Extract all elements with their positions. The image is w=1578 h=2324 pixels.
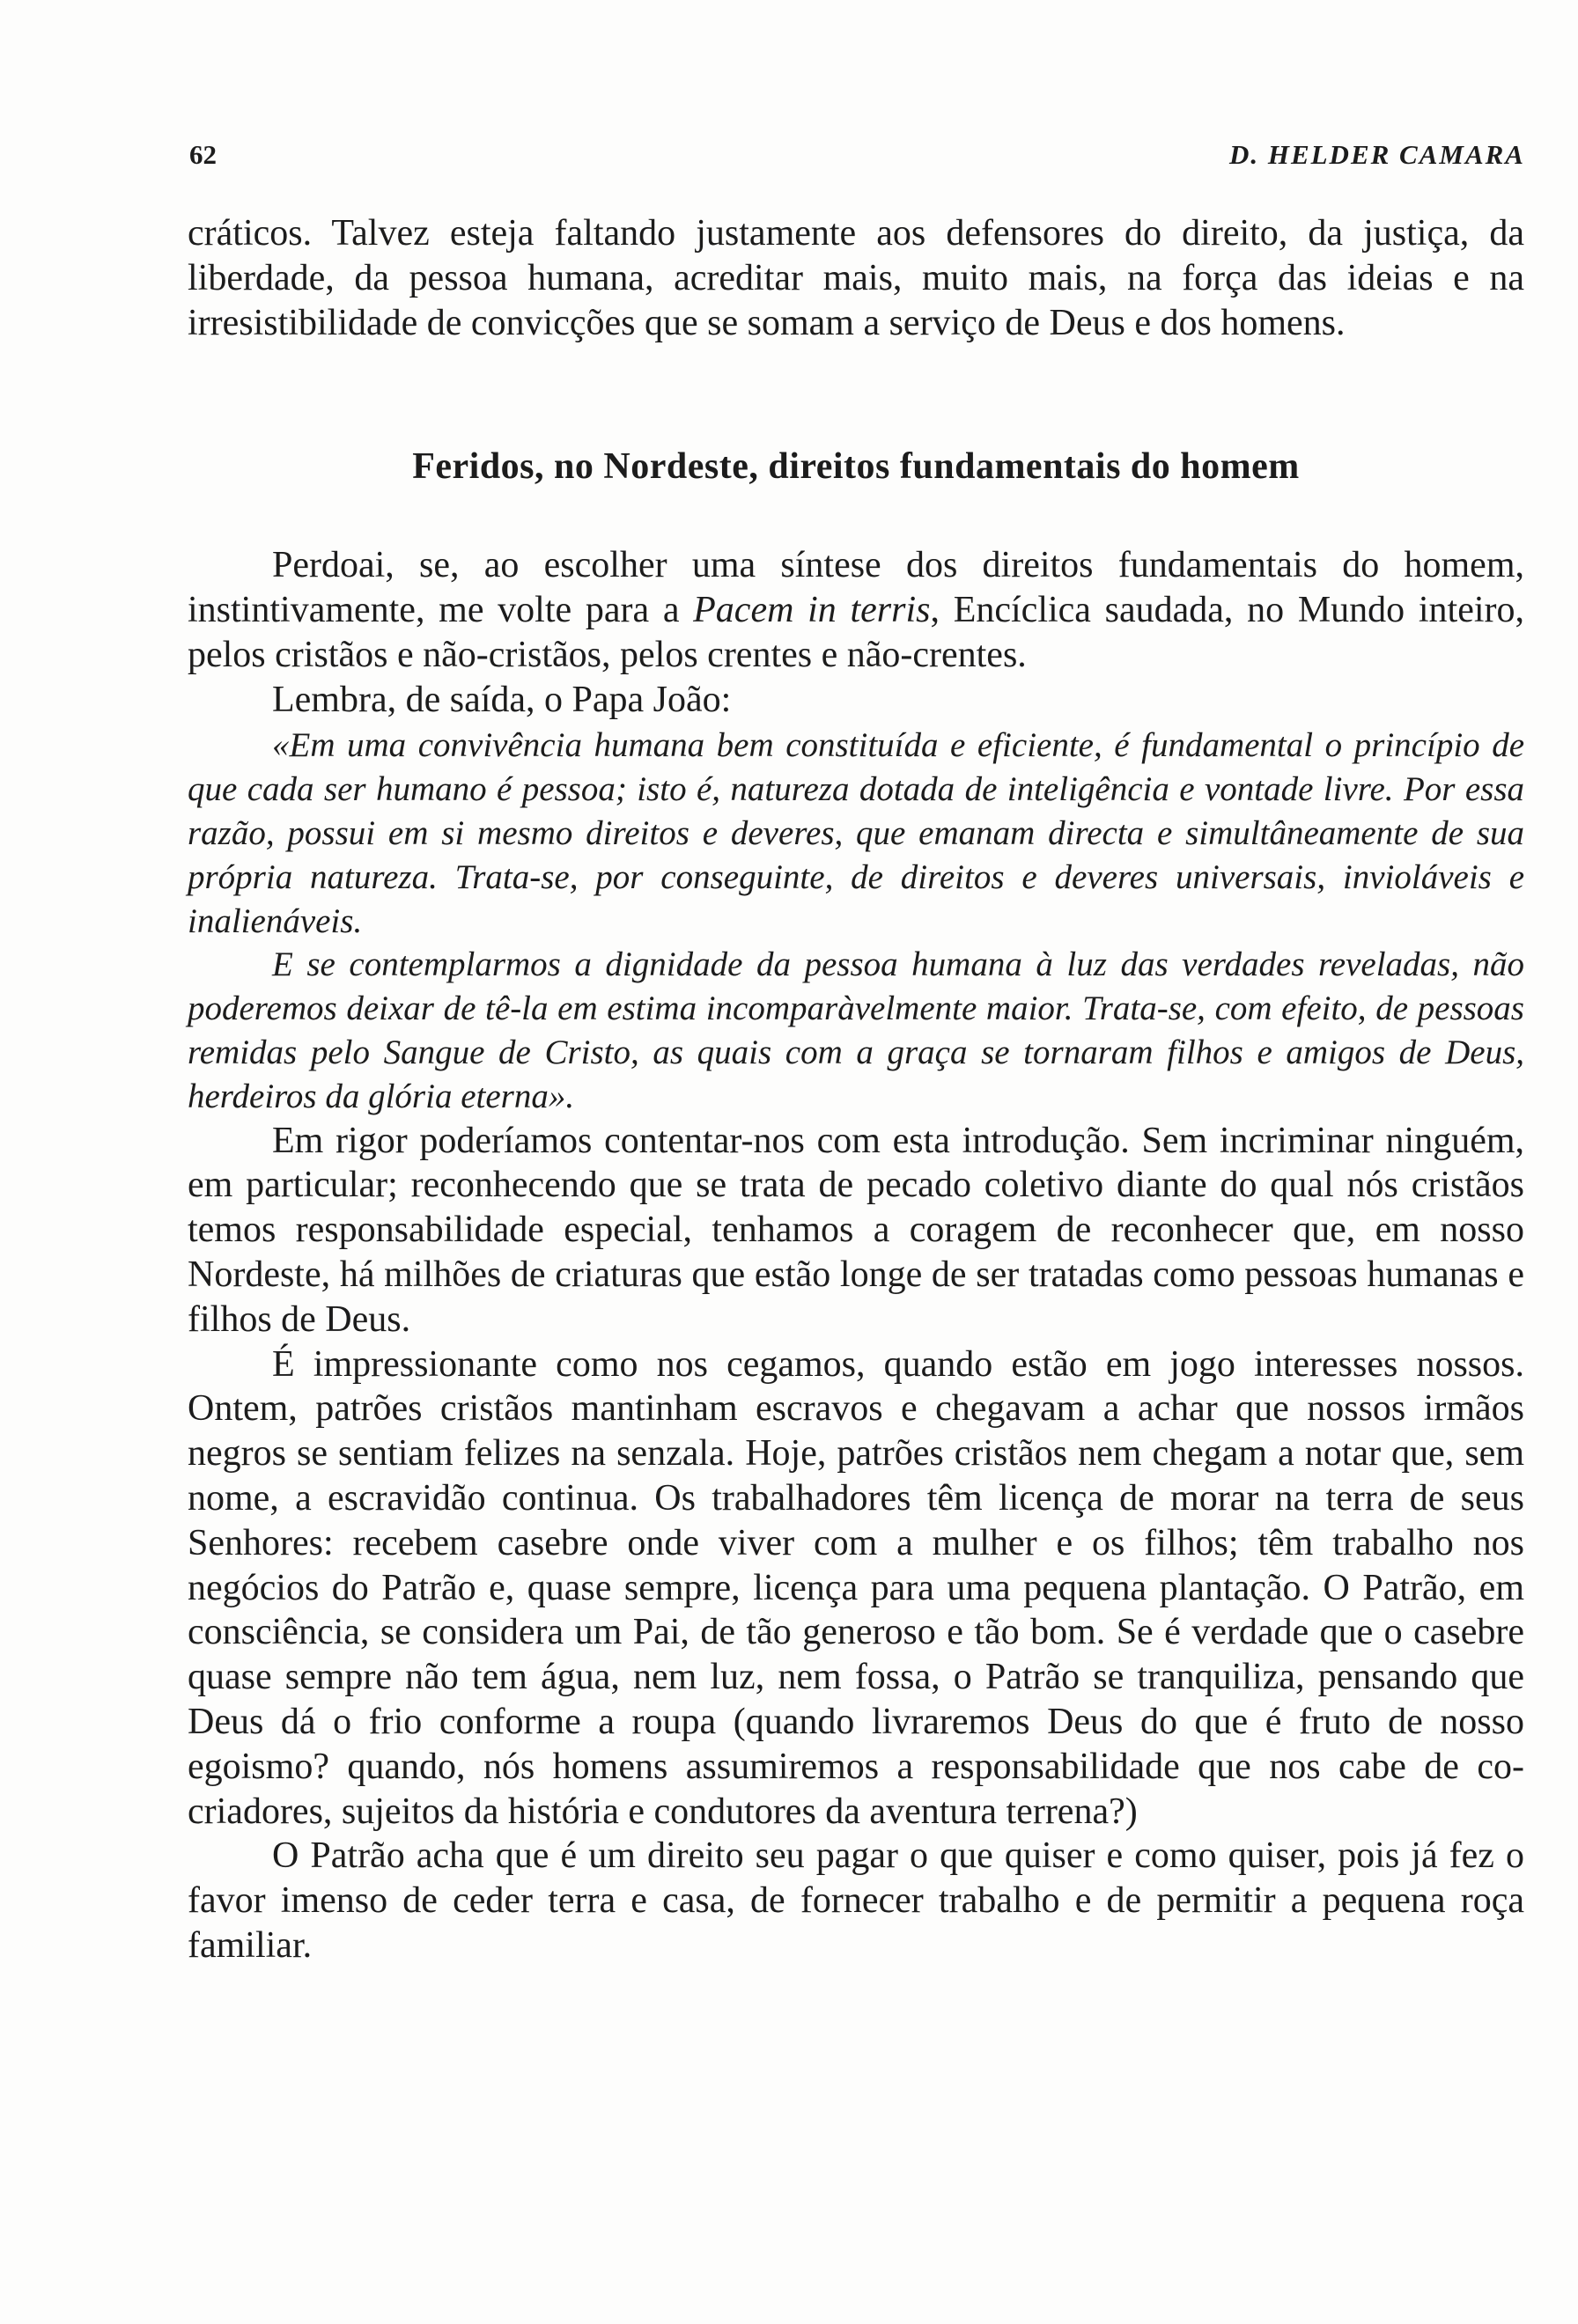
paragraph-intro-text-a: Perdoai, se, ao escolher uma síntese dos direitos fundamentais do homem, instintivamente, me volte para a xyxy=(188,545,1524,630)
page-body xyxy=(188,211,1524,1968)
paragraph-intro-text-b: , Encíclica saudada, no Mundo inteiro, pelos cristãos e não-cristãos, pelos crentes e não-crentes. xyxy=(188,589,1524,675)
running-title: D. HELDER CAMARA xyxy=(1228,139,1525,170)
page-number: 62 xyxy=(189,139,217,170)
quote-paragraph-2: E se contemplarmos a dignidade da pessoa humana à luz das verdades reveladas, não poderemos deixar de tê-la em estima incomparàvelmente maior. Trata-se, com efeito, de pessoas remidas pelo Sangue de Cristo, as quais com a graça se tornaram filhos e amigos de Deus, herdeiros da glória eterna». xyxy=(188,945,1524,1115)
page-header xyxy=(189,139,1525,171)
paragraph-lead-in: Lembra, de saída, o Papa João: xyxy=(272,679,732,720)
paragraph-patrao: O Patrão acha que é um direito seu pagar o que quiser e como quiser, pois já fez o favor imenso de ceder terra e casa, de fornecer trabalho e de permitir a pequena roça familiar. xyxy=(188,1835,1524,1966)
paragraph-rigor: Em rigor poderíamos contentar-nos com esta introdução. Sem incriminar ninguém, em particular; reconhecendo que se trata de pecado coletivo diante do qual nós cristãos temos responsabilidade especial, tenhamos a coragem de reconhecer que, em nosso Nordeste, há milhões de criaturas que estão longe de ser tratadas como pessoas humanas e filhos de Deus. xyxy=(188,1120,1524,1340)
paragraph-continuation: cráticos. Talvez esteja faltando justamente aos defensores do direito, da justiça, da liberdade, da pessoa humana, acreditar mais, muito mais, na força das ideias e na irresistibilidade de convicções que se somam a serviço de Deus e dos homens. xyxy=(188,213,1524,343)
quote-paragraph-1: «Em uma convivência humana bem constituída e eficiente, é fundamental o princípio de que cada ser humano é pessoa; isto é, natureza dotada de inteligência e vontade livre. Por essa razão, possui em si mesmo direitos e deveres, que emanam directa e simultâneamente de sua própria natureza. Trata-se, por conseguinte, de direitos e deveres universais, invioláveis e inalienáveis. xyxy=(188,726,1524,940)
section-heading: Feridos, no Nordeste, direitos fundamentais do homem xyxy=(412,446,1300,488)
encyclical-title: Pacem in terris xyxy=(693,589,931,630)
paragraph-intro xyxy=(188,543,1524,677)
paragraph-impressionante: É impressionante como nos cegamos, quando estão em jogo interesses nossos. Ontem, patrões cristãos mantinham escravos e chegavam a achar que nossos irmãos negros se sentiam felizes na senzala. Hoje, patrões cristãos nem chegam a notar que, sem nome, a escravidão continua. Os trabalhadores têm licença de morar na terra de seus Senhores: recebem casebre onde viver com a mulher e os filhos; têm trabalho nos negócios do Patrão e, quase sempre, licença para uma pequena plantação. O Patrão, em consciência, se considera um Pai, de tão generoso e tão bom. Se é verdade que o casebre quase sempre não tem água, nem luz, nem fossa, o Patrão se tranquiliza, pensando que Deus dá o frio conforme a roupa (quando livraremos Deus do que é fruto de nosso egoismo? quando, nós homens assumiremos a responsabilidade que nos cabe de co-criadores, sujeitos da história e condutores da aventura terrena?) xyxy=(188,1343,1524,1832)
